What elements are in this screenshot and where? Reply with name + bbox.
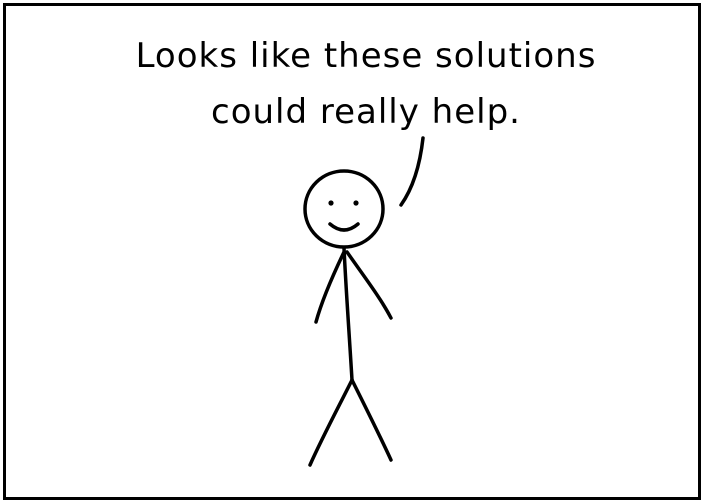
stick-figure-left-arm — [316, 252, 344, 322]
stick-figure-right-arm — [347, 252, 391, 318]
stick-figure-right-leg — [352, 380, 391, 460]
stick-figure-head — [305, 171, 383, 247]
stick-figure-body — [344, 248, 352, 380]
speech-tail — [401, 138, 423, 205]
stick-figure-left-eye — [328, 200, 333, 205]
caption-line-2: could really help. — [211, 92, 521, 132]
stick-figure-right-eye — [353, 200, 358, 205]
stick-figure-smile — [330, 224, 358, 230]
stick-figure-left-leg — [310, 380, 352, 465]
caption-line-1: Looks like these solutions — [135, 36, 597, 76]
